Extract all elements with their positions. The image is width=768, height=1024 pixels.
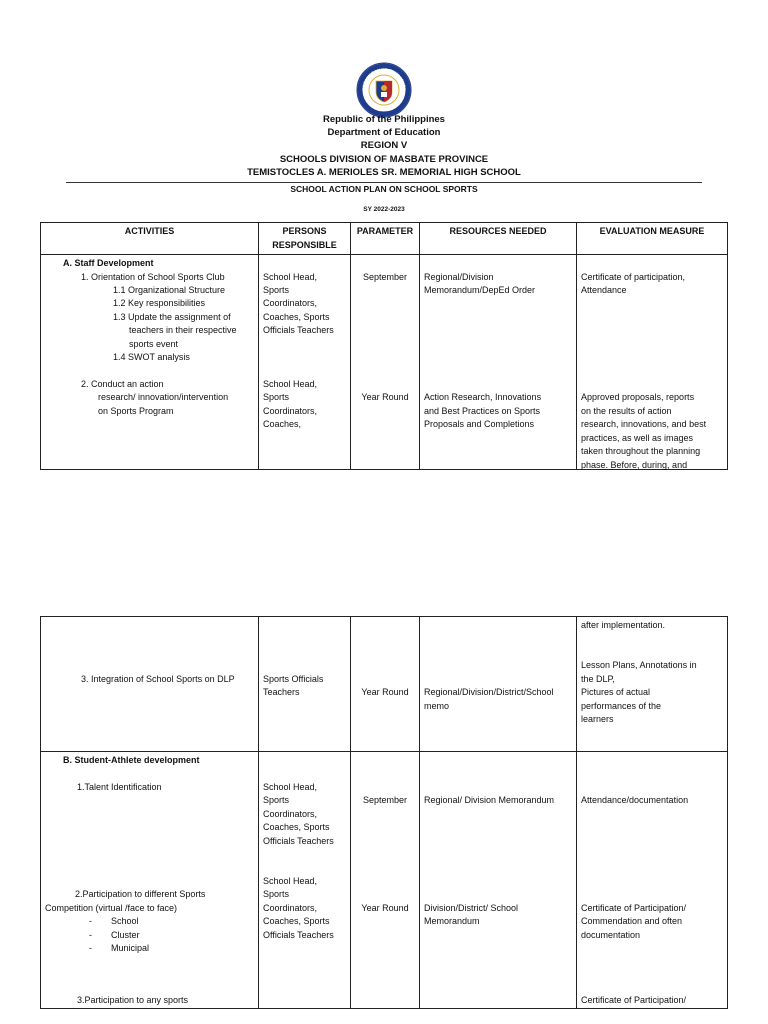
- a2-evaluation-continued: after implementation.: [581, 620, 666, 630]
- b1-person: Sports: [263, 795, 290, 805]
- parameter-cell: [351, 617, 420, 752]
- seal-bottom-text: REPUBLIKA NG PILIPINAS: [369, 101, 399, 111]
- b2-evaluation: Certificate of Participation/: [581, 903, 687, 913]
- a3-parameter: Year Round: [361, 687, 409, 697]
- a1-evaluation: Certificate of participation,: [581, 272, 686, 282]
- a3-evaluation: learners: [581, 714, 614, 724]
- a1-sub: 1.4 SWOT analysis: [113, 352, 190, 362]
- a2-evaluation: practices, as well as images: [581, 433, 694, 443]
- col-persons-responsible: [259, 223, 351, 255]
- b2-person: Coaches, Sports: [263, 916, 330, 926]
- deped-seal-icon: [356, 62, 412, 118]
- b2-bullet: Cluster: [111, 930, 140, 940]
- header-republic: Republic of the Philippines: [323, 114, 445, 125]
- table-row: [41, 255, 728, 470]
- b2-resource: Memorandum: [424, 916, 480, 926]
- b2-parameter: Year Round: [361, 903, 409, 913]
- b2-person: Coordinators,: [263, 903, 318, 913]
- col-persons-line2: RESPONSIBLE: [272, 239, 337, 250]
- parameter-cell: [351, 752, 420, 1009]
- a1-sub: 1.3 Update the assignment of: [113, 312, 231, 322]
- plan-title: SCHOOL ACTION PLAN ON SCHOOL SPORTS: [290, 184, 478, 194]
- b2-bullet: Municipal: [111, 943, 150, 953]
- a1-resource: Regional/Division: [424, 272, 494, 282]
- a3-evaluation: the DLP,: [581, 674, 615, 684]
- b1-person: Coordinators,: [263, 809, 318, 819]
- a2-person: Coordinators,: [263, 406, 318, 416]
- a2-evaluation: on the results of action: [581, 406, 672, 416]
- a1-person: School Head,: [263, 272, 318, 282]
- b3-evaluation: Certificate of Participation/: [581, 995, 687, 1005]
- activities-cell: [41, 617, 259, 752]
- b2-resource: Division/District/ School: [424, 903, 519, 913]
- section-b-title: B. Student-Athlete development: [63, 755, 200, 765]
- header-department: Department of Education: [327, 127, 441, 138]
- action-plan-table-page1: [40, 222, 728, 470]
- persons-cell: [259, 752, 351, 1009]
- b2-evaluation: documentation: [581, 930, 641, 940]
- action-plan-table-page2: [40, 616, 728, 1009]
- a2-person: School Head,: [263, 379, 318, 389]
- b2-bullet-dash: -: [89, 943, 92, 953]
- a2-resource: Proposals and Completions: [424, 419, 535, 429]
- b1-main: 1.Talent Identification: [77, 782, 162, 792]
- a2-parameter: Year Round: [361, 392, 409, 402]
- table-header-row: [41, 223, 728, 255]
- a2-evaluation: taken throughout the planning: [581, 446, 701, 456]
- header-divider: [66, 182, 702, 183]
- a1-sub: sports event: [129, 339, 179, 349]
- a1-person: Sports: [263, 285, 290, 295]
- a3-main: 3. Integration of School Sports on DLP: [81, 674, 235, 684]
- persons-cell: [259, 617, 351, 752]
- b2-evaluation: Commendation and often: [581, 916, 683, 926]
- b1-person: Officials Teachers: [263, 836, 334, 846]
- a3-person: Sports Officials: [263, 674, 324, 684]
- a2-main: 2. Conduct an action: [81, 379, 164, 389]
- b2-person: School Head,: [263, 876, 318, 886]
- a1-person: Coordinators,: [263, 298, 318, 308]
- b2-person: Sports: [263, 889, 290, 899]
- b2-person: Officials Teachers: [263, 930, 334, 940]
- col-parameter: PARAMETER: [351, 223, 420, 255]
- col-persons-line1: PERSONS: [282, 226, 327, 236]
- a1-person: Officials Teachers: [263, 325, 334, 335]
- school-year: SY 2022-2023: [363, 206, 405, 213]
- a1-person: Coaches, Sports: [263, 312, 330, 322]
- b1-person: Coaches, Sports: [263, 822, 330, 832]
- a3-evaluation: Pictures of actual: [581, 687, 651, 697]
- b2-main: Competition (virtual /face to face): [45, 903, 178, 913]
- col-evaluation-measure: EVALUATION MEASURE: [577, 223, 728, 255]
- b1-resource: Regional/ Division Memorandum: [424, 795, 555, 805]
- a2-person: Coaches,: [263, 419, 302, 429]
- a2-resource: Action Research, Innovations: [424, 392, 542, 402]
- header-division: SCHOOLS DIVISION OF MASBATE PROVINCE: [279, 154, 489, 165]
- resources-cell: [420, 617, 577, 752]
- a3-evaluation: performances of the: [581, 701, 662, 711]
- evaluation-cell: [577, 752, 728, 1009]
- a1-sub: 1.2 Key responsibilities: [113, 298, 206, 308]
- a1-sub: teachers in their respective: [129, 325, 237, 335]
- b1-parameter: September: [362, 795, 408, 805]
- b2-bullet-dash: -: [89, 916, 92, 926]
- parameter-cell: [351, 255, 420, 470]
- a1-evaluation: Attendance: [581, 285, 627, 295]
- a2-evaluation: research, innovations, and best: [581, 419, 707, 429]
- a1-parameter: September: [362, 272, 408, 282]
- a2-person: Sports: [263, 392, 290, 402]
- evaluation-cell: [577, 617, 728, 752]
- a2-evaluation: Approved proposals, reports: [581, 392, 695, 402]
- a3-evaluation: Lesson Plans, Annotations in: [581, 660, 697, 670]
- table-row: [41, 617, 728, 752]
- b1-evaluation: Attendance/documentation: [581, 795, 689, 805]
- b3-main: 3.Participation to any sports: [77, 995, 189, 1005]
- b1-person: School Head,: [263, 782, 318, 792]
- b2-bullet: School: [111, 916, 139, 926]
- b2-bullet-dash: -: [89, 930, 92, 940]
- b2-main: 2.Participation to different Sports: [75, 889, 206, 899]
- a1-sub: 1.1 Organizational Structure: [113, 285, 226, 295]
- persons-cell: [259, 255, 351, 470]
- a3-resource: memo: [424, 701, 450, 711]
- header-school: TEMISTOCLES A. MERIOLES SR. MEMORIAL HIGH SCHOOL: [247, 167, 521, 178]
- a2-resource: and Best Practices on Sports: [424, 406, 541, 416]
- resources-cell: [420, 255, 577, 470]
- seal-ring-text: KAGAWARAN NG EDUKASYON: [360, 66, 408, 91]
- col-resources-needed: RESOURCES NEEDED: [420, 223, 577, 255]
- a2-main: research/ innovation/intervention: [98, 392, 229, 402]
- a3-resource: Regional/Division/District/School: [424, 687, 554, 697]
- a2-evaluation: phase. Before, during, and: [581, 460, 688, 470]
- activities-cell: [41, 752, 259, 1009]
- a3-person: Teachers: [263, 687, 300, 697]
- activities-cell: [41, 255, 259, 470]
- a2-main: on Sports Program: [98, 406, 174, 416]
- table-row: [41, 752, 728, 1009]
- evaluation-cell: [577, 255, 728, 470]
- a1-resource: Memorandum/DepEd Order: [424, 285, 536, 295]
- resources-cell: [420, 752, 577, 1009]
- col-activities: ACTIVITIES: [41, 223, 259, 255]
- a1-main: 1. Orientation of School Sports Club: [81, 272, 225, 282]
- section-a-title: A. Staff Development: [63, 258, 154, 268]
- header-region: REGION V: [360, 140, 408, 151]
